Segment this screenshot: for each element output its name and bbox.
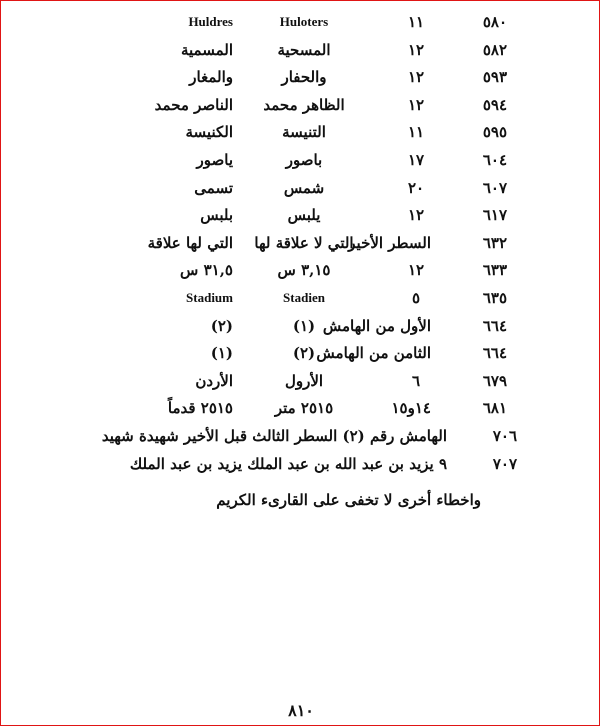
line-cell: ١٢ [407,261,425,280]
errata-row [113,257,507,285]
errata-row [113,175,507,203]
page-cell: ٧٠٧ [492,454,517,473]
correction-cell: Huldres [188,14,233,29]
line-cell: ١٢ [407,206,425,225]
error-cell: الأرول [284,371,324,390]
correction-cell: والمغار [189,68,233,87]
line-cell: ١٤و١٥ [391,399,431,418]
page-cell: ٦٦٤ [482,344,507,363]
page-cell: ٥٩٤ [482,95,507,114]
page-cell: ٥٩٣ [482,68,507,87]
error-cell: باصور [285,150,323,169]
line-cell: ١١ [407,13,425,31]
errata-row [113,92,507,120]
line-cell: ٢٠ [407,178,425,197]
page-cell: ٦٣٣ [482,261,507,280]
correction-cell: ٢٥١٥ قدماً [167,399,233,418]
errata-row [113,37,507,65]
page-cell: ٦٦٤ [482,316,507,335]
correction-cell: (٢) [210,316,233,335]
line-cell: ١٢ [407,68,425,87]
correction-cell: ياصور [196,150,233,169]
error-cell: Stadien [283,289,325,305]
line-cell: الثامن من الهامش [316,344,431,363]
errata-row [113,147,507,175]
correction-cell: بلبس [200,206,233,225]
page-cell: ٥٩٥ [482,123,507,142]
error-cell: (٢) [292,344,316,363]
correction-cell: المسمية [180,40,233,59]
error-cell: ٣,١٥ س [277,261,331,280]
line-cell: ٦ [411,371,421,390]
correction-cell: الناصر محمد [154,95,233,114]
page-cell: ٦٨١ [482,399,507,418]
page-cell: ٧٠٦ [492,426,517,445]
page-cell: ٥٨٠ [482,13,507,31]
line-cell: ١٢ [407,95,425,114]
error-cell: التنيسة [282,123,326,142]
errata-row [113,64,507,92]
page-number: ٨١٠ [288,701,314,720]
errata-row [113,9,507,37]
page-cell: ٦٠٤ [482,150,507,169]
page-cell: ٦٧٩ [482,371,507,390]
errata-row [113,313,507,341]
errata-row [113,119,507,147]
errata-row [113,230,507,258]
error-cell: Huloters [279,14,329,29]
line-cell: ١٧ [407,150,425,169]
error-cell: ٢٥١٥ متر [274,399,334,418]
errata-row [113,202,507,230]
span-cell: ٩ يزيد بن عبد الله بن عبد الملك يزيد بن عبد الملك [129,454,447,473]
correction-cell: الأردن [195,371,233,390]
error-cell: يلبس [287,206,321,225]
errata-table [101,9,517,478]
page-cell: ٦١٧ [482,206,507,225]
error-cell: شمس [283,178,325,197]
errata-row-wide [113,451,517,479]
line-cell: الأول من الهامش [322,316,431,335]
closing-note: واخطاء أخرى لا تخفى على القارىء الكريم [216,491,481,509]
errata-row [113,285,507,313]
line-cell: السطر الأخير [348,233,431,252]
page-cell: ٦٣٢ [482,233,507,252]
line-cell: ١٢ [407,40,425,59]
error-cell: التي لا علاقة لها [254,233,354,252]
span-cell: الهامش رقم (٢) السطر الثالث قبل الأخير شهيدة شهيد [101,426,447,445]
line-cell: ١١ [407,123,425,142]
correction-cell: ٣١,٥ س [180,261,233,280]
errata-row [113,368,507,396]
error-cell: (١) [292,316,316,335]
page-cell: ٦٠٧ [482,178,507,197]
errata-row [113,340,507,368]
page-cell: ٥٨٢ [482,40,507,59]
correction-cell: الكنيسة [185,123,233,142]
errata-row-wide [101,423,517,451]
correction-cell: التي لها علاقة [147,233,233,252]
correction-cell: تسمى [194,178,233,197]
correction-cell: (١) [210,344,233,363]
page-cell: ٦٣٥ [482,288,507,307]
error-cell: الظاهر محمد [263,95,345,114]
errata-row [113,395,507,423]
error-cell: المسحية [277,40,331,59]
line-cell: ٥ [411,288,421,307]
error-cell: والحفار [281,68,327,87]
correction-cell: Stadium [186,289,233,305]
